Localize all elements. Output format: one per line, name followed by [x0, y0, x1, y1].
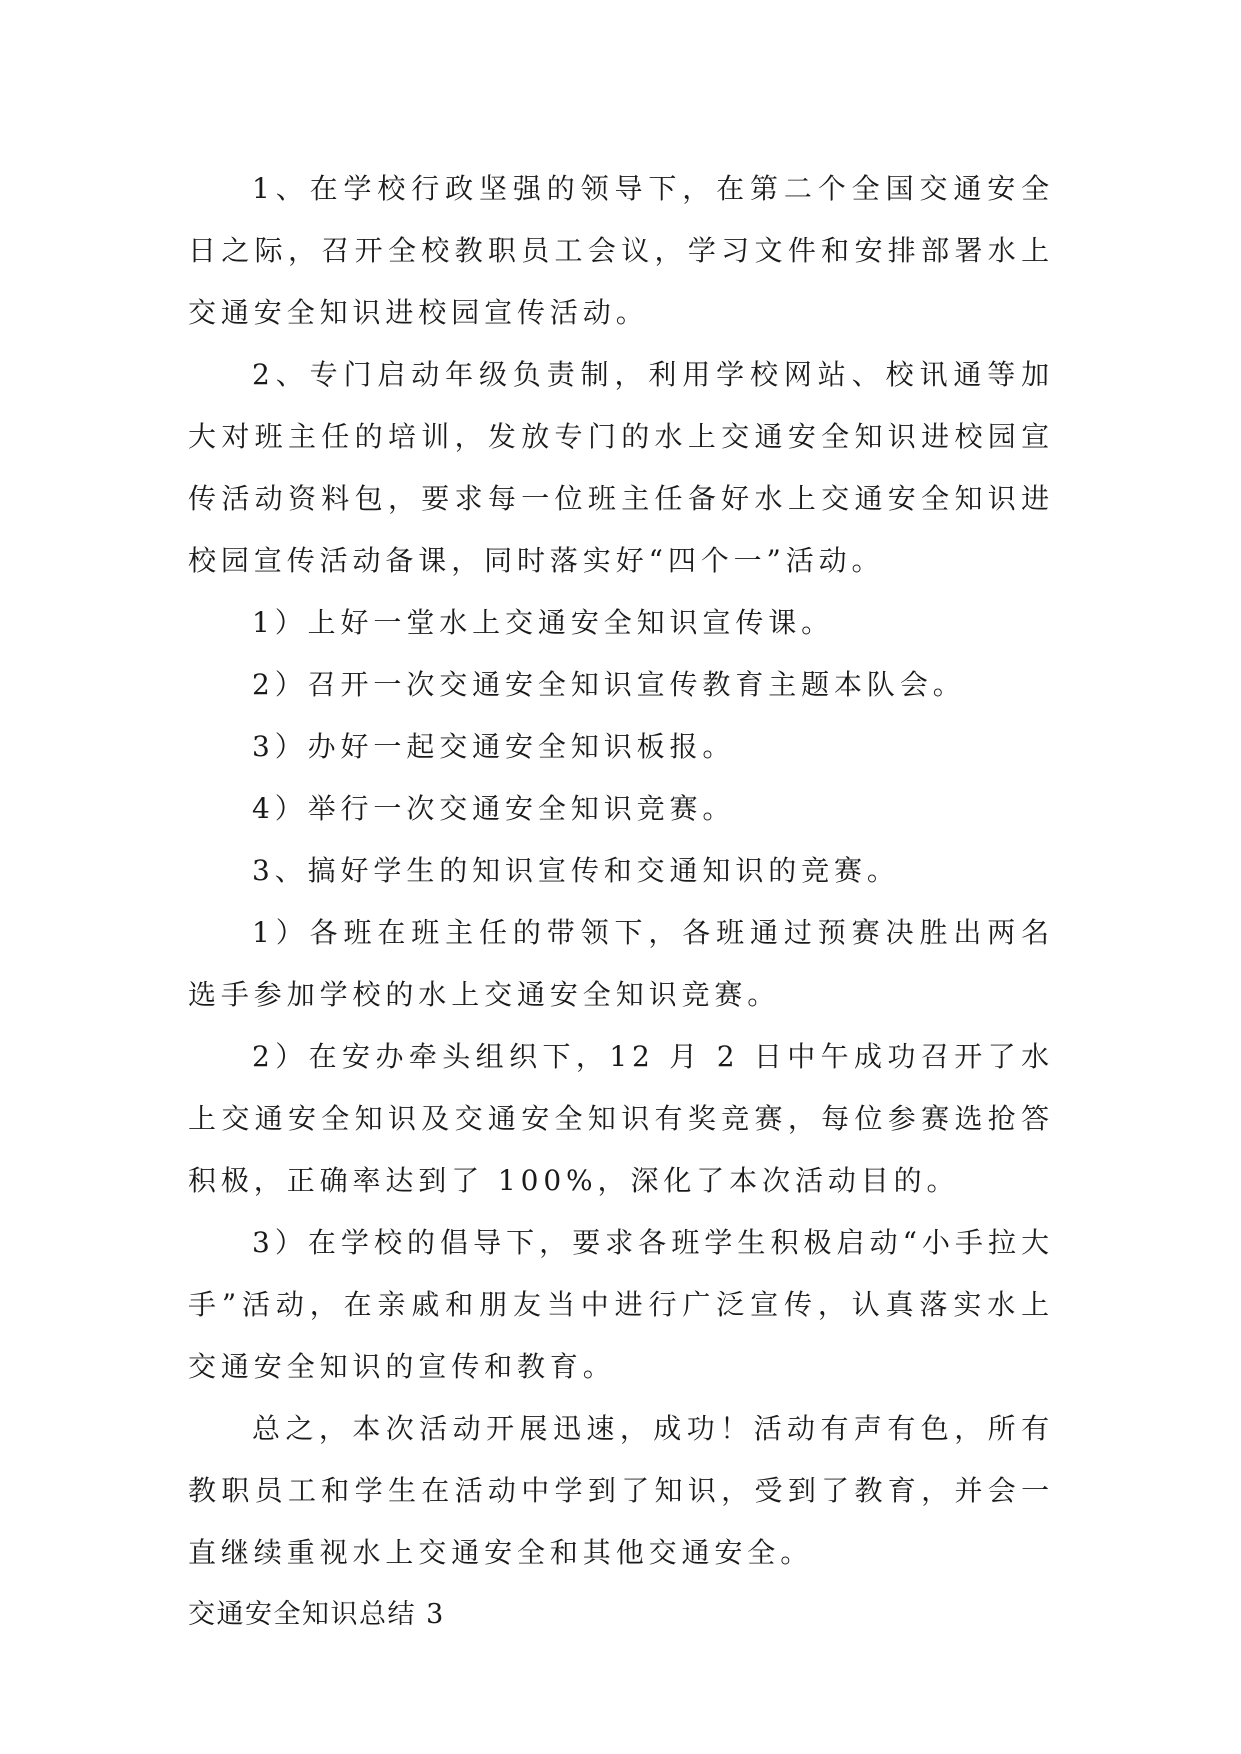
sub-item-3: 3）在学校的倡导下，要求各班学生积极启动“小手拉大手”活动，在亲戚和朋友当中进行广泛宣传，认真落实水上交通安全知识的宣传和教育。 — [188, 1226, 1054, 1383]
document-body — [188, 158, 1054, 1646]
list-item-2: 2）召开一次交通安全知识宣传教育主题本队会。 — [252, 668, 966, 701]
summary-paragraph: 总之，本次活动开展迅速，成功！活动有声有色，所有教职员工和学生在活动中学到了知识，受到了教育，并会一直继续重视水上交通安全和其他交通安全。 — [188, 1412, 1054, 1569]
list-item-4: 4）举行一次交通安全知识竞赛。 — [252, 792, 736, 825]
paragraph-2: 2、专门启动年级负责制，利用学校网站、校讯通等加大对班主任的培训，发放专门的水上交通安全知识进校园宣传活动资料包，要求每一位班主任备好水上交通安全知识进校园宣传活动备课，同时落实好“四个一”活动。 — [188, 358, 1054, 577]
list-item-1: 1）上好一堂水上交通安全知识宣传课。 — [252, 606, 835, 639]
paragraph-3: 3、搞好学生的知识宣传和交通知识的竞赛。 — [252, 854, 900, 887]
sub-item-1: 1）各班在班主任的带领下，各班通过预赛决胜出两名选手参加学校的水上交通安全知识竞赛。 — [188, 916, 1054, 1011]
list-item-3: 3）办好一起交通安全知识板报。 — [252, 730, 736, 763]
paragraph-1: 1、在学校行政坚强的领导下，在第二个全国交通安全日之际，召开全校教职员工会议，学习文件和安排部署水上交通安全知识进校园宣传活动。 — [188, 172, 1054, 329]
section-heading: 交通安全知识总结 3 — [188, 1599, 445, 1630]
sub-item-2: 2）在安办牵头组织下，12 月 2 日中午成功召开了水上交通安全知识及交通安全知识有奖竞赛，每位参赛选抢答积极，正确率达到了 100%，深化了本次活动目的。 — [188, 1040, 1054, 1197]
